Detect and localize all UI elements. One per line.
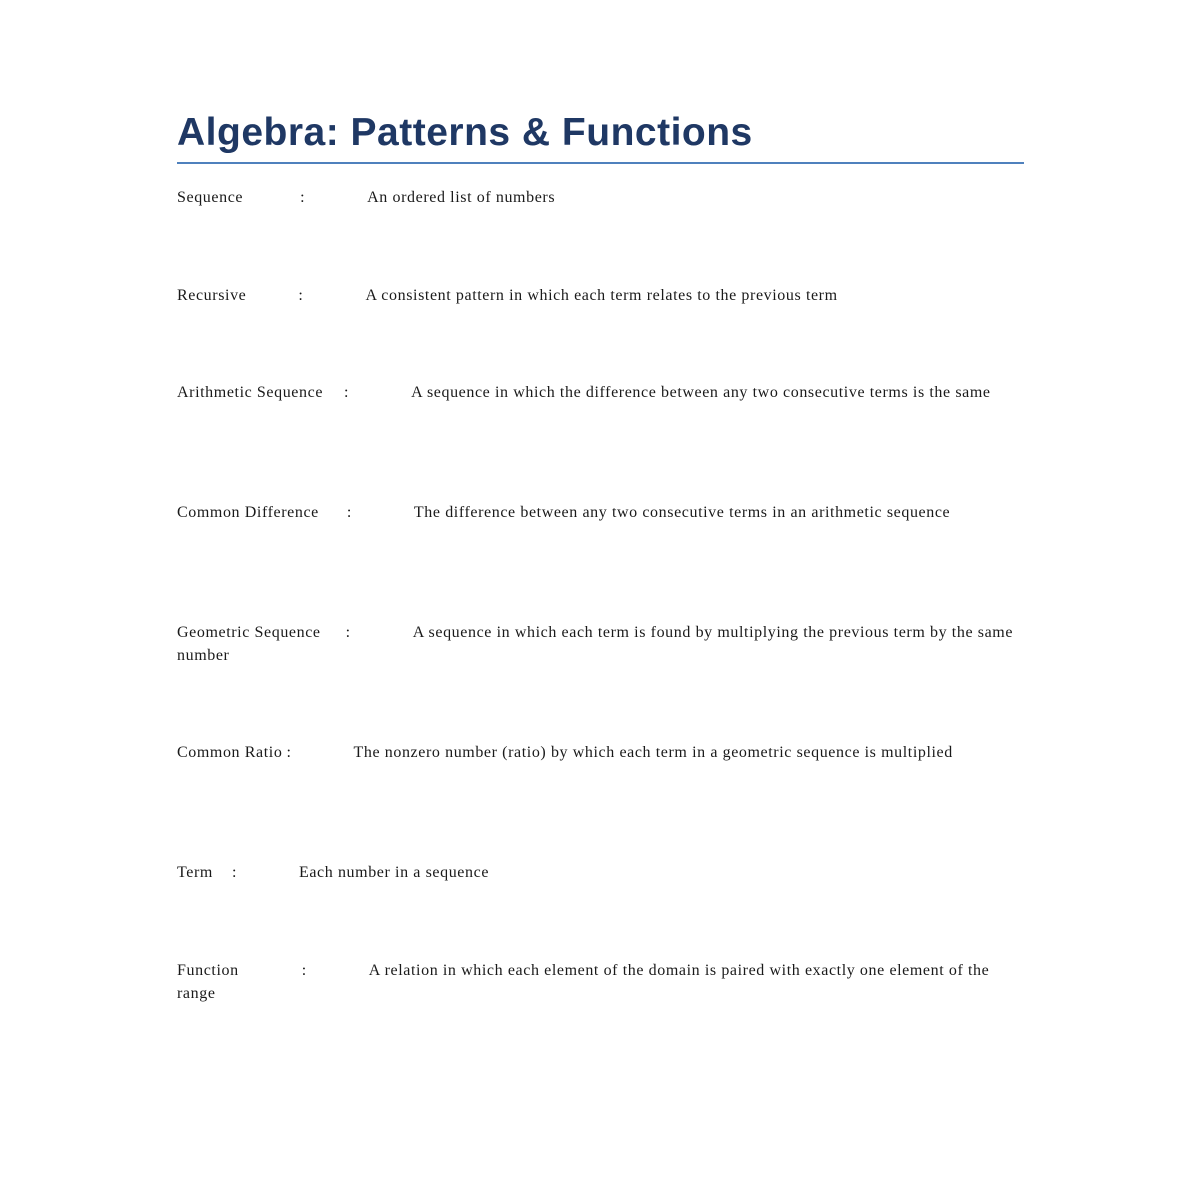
term-separator: : (231, 864, 237, 881)
term-label: Common Difference (177, 504, 319, 521)
glossary-entry-function (177, 959, 1024, 1005)
term-definition: A relation in which each element of the domain is paired with exactly one element of the range (177, 962, 990, 1002)
term-label: Function (177, 962, 239, 979)
glossary-entry-common-difference (177, 501, 1024, 524)
glossary-entry-recursive (177, 284, 1024, 307)
term-separator: : (345, 624, 351, 641)
glossary-entry-sequence (177, 186, 1024, 209)
document-page (177, 110, 1024, 1002)
term-separator: : (346, 504, 352, 521)
term-separator: : (301, 962, 307, 979)
title-underline (177, 162, 1024, 164)
glossary-entry-geometric-sequence (177, 621, 1024, 667)
term-separator: : (286, 744, 292, 761)
term-definition: Each number in a sequence (298, 864, 490, 881)
glossary-entry-arithmetic-sequence (177, 381, 1024, 404)
glossary-entry-common-ratio (177, 741, 1024, 764)
term-definition: A sequence in which each term is found by multiplying the previous term by the same number (177, 624, 1014, 664)
term-label: Recursive (177, 287, 247, 304)
term-label: Geometric Sequence (177, 624, 321, 641)
term-label: Arithmetic Sequence (177, 384, 324, 401)
page-title: Algebra: Patterns & Functions (177, 111, 753, 154)
term-definition: A consistent pattern in which each term relates to the previous term (365, 287, 838, 304)
term-separator: : (300, 189, 306, 206)
term-label: Common Ratio (177, 744, 283, 761)
term-definition: The difference between any two consecutive terms in an arithmetic sequence (413, 504, 951, 521)
term-definition: A sequence in which the difference between any two consecutive terms is the same (411, 384, 991, 401)
term-label: Term (177, 864, 213, 881)
term-definition: An ordered list of numbers (367, 189, 556, 206)
glossary-entry-term (177, 861, 1024, 884)
term-separator: : (344, 384, 350, 401)
term-definition: The nonzero number (ratio) by which each term in a geometric sequence is multiplied (353, 744, 953, 761)
term-label: Sequence (177, 189, 244, 206)
term-separator: : (298, 287, 304, 304)
